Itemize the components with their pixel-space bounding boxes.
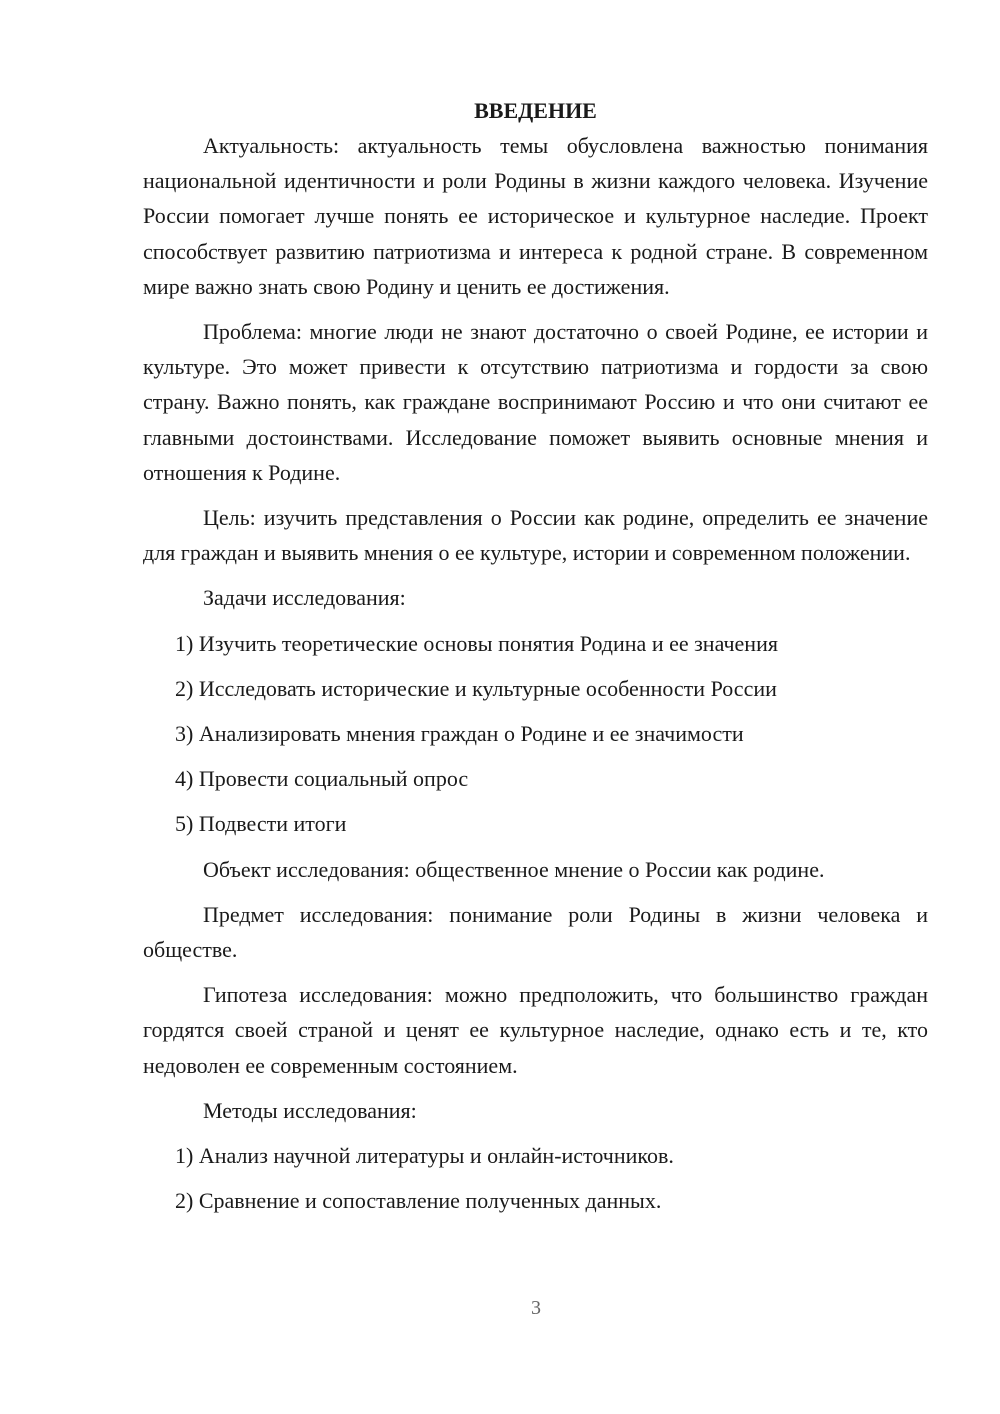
list-item: 1) Анализ научной литературы и онлайн-источников. — [175, 1143, 674, 1169]
page-number: 3 — [531, 1297, 541, 1319]
hypothesis-paragraph: Гипотеза исследования: можно предположить, что большинство граждан гордятся своей страной и ценят ее культурное наследие, однако есть и те, кто недоволен ее современным состоянием. — [143, 982, 928, 1078]
list-item: 2) Исследовать исторические и культурные особенности России — [175, 675, 777, 701]
tasks-list — [143, 626, 928, 842]
problem-paragraph: Проблема: многие люди не знают достаточно о своей Родине, ее истории и культуре. Это может привести к отсутствию патриотизма и гордости за свою страну. Важно понять, как граждане воспринимают Россию и что они считают ее главными достоинствами. Исследование поможет выявить основные мнения и отношения к Родине. — [143, 319, 928, 485]
list-item: 4) Провести социальный опрос — [175, 766, 469, 792]
list-item: 5) Подвести итоги — [175, 811, 347, 837]
subject-paragraph: Предмет исследования: понимание роли Родины в жизни человека и обществе. — [143, 901, 928, 963]
list-item: 1) Изучить теоретические основы понятия Родина и ее значения — [175, 630, 778, 656]
goal-paragraph: Цель: изучить представления о России как родине, определить ее значение для граждан и выявить мнения о ее культуре, истории и современном положении. — [143, 505, 928, 566]
list-item: 3) Анализировать мнения граждан о Родине и ее значимости — [175, 721, 744, 747]
page-title: ВВЕДЕНИЕ — [474, 98, 597, 123]
relevance-paragraph: Актуальность: актуальность темы обусловлена важностью понимания национальной идентичности и роли Родины в жизни каждого человека. Изучение России помогает лучше понять ее историческое и культурное наследие. Проект способствует развитию патриотизма и интереса к родной стране. В современном мире важно знать свою Родину и ценить ее достижения. — [143, 133, 928, 299]
methods-list — [143, 1138, 928, 1218]
document-page — [143, 96, 928, 1228]
object-paragraph: Объект исследования: общественное мнение о России как родине. — [203, 856, 825, 882]
list-item: 2) Сравнение и сопоставление полученных данных. — [175, 1188, 662, 1214]
tasks-label: Задачи исследования: — [203, 585, 406, 611]
methods-label: Методы исследования: — [203, 1097, 417, 1123]
